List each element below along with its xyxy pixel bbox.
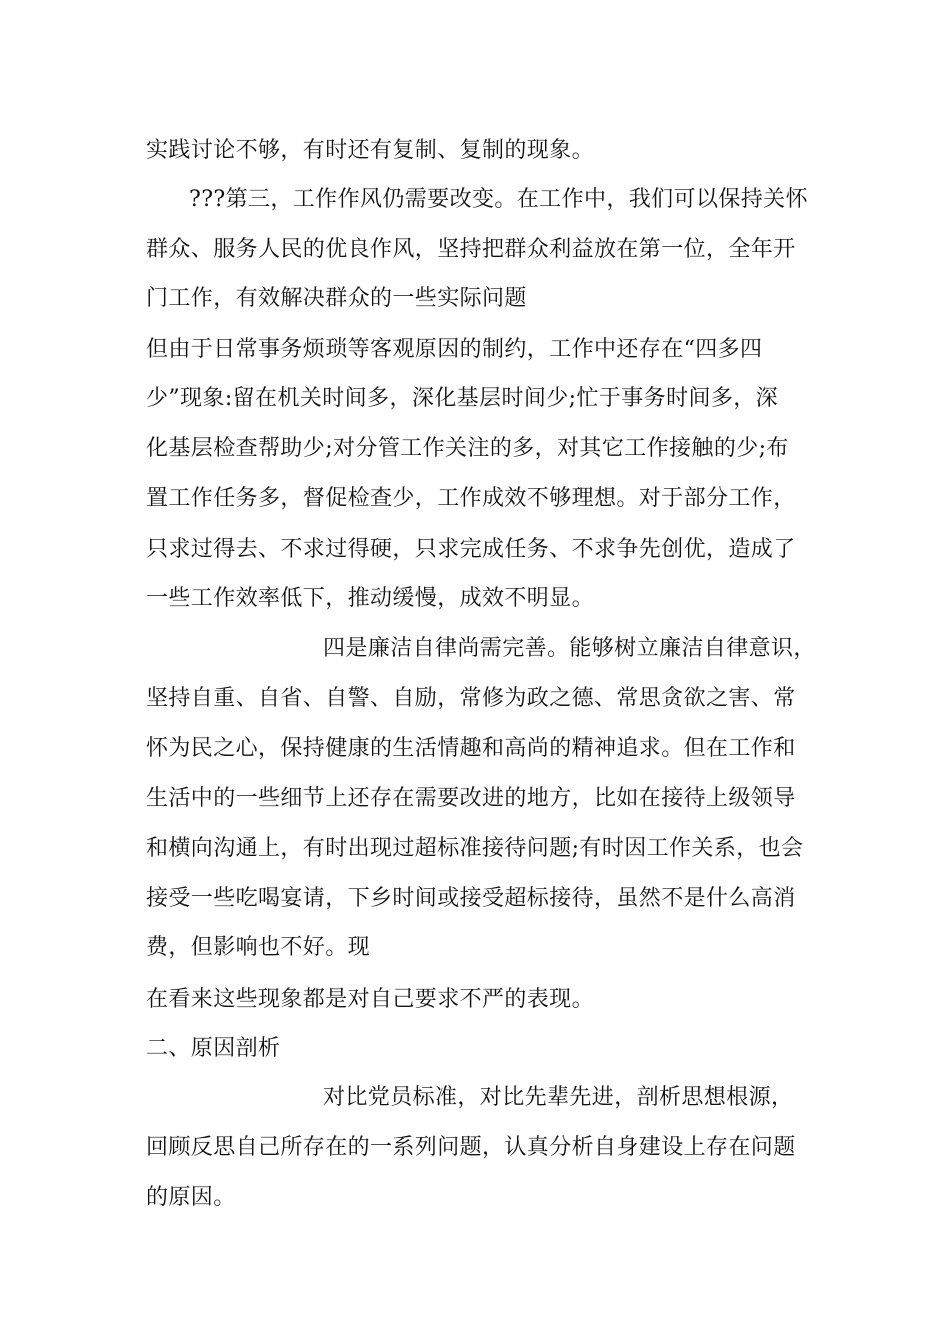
text-line: 但由于日常事务烦琐等客观原因的制约，工作中还存在“四多四 [146, 337, 763, 362]
text-line: 少”现象:留在机关时间多，深化基层时间少;忙于事务时间多，深 [146, 386, 779, 411]
text-line: 和横向沟通上，有时出现过超标准接待问题;有时因工作关系，也会 [146, 836, 804, 861]
text-line: 坚持自重、自省、自警、自励，常修为政之德、常思贪欲之害、常 [146, 686, 796, 711]
text-line: 接受一些吃喝宴请，下乡时间或接受超标接待，虽然不是什么高消 [146, 886, 796, 911]
text-line: 实践讨论不够，有时还有复制、复制的现象。 [146, 138, 595, 163]
text-line: 置工作任务多，督促检查少，工作成效不够理想。对于部分工作， [146, 486, 796, 511]
section-heading: 二、原因剖析 [146, 1036, 281, 1061]
text-line: 四是廉洁自律尚需完善。能够树立廉洁自律意识， [323, 636, 816, 661]
text-line: 只求过得去、不求过得硬，只求完成任务、不求争先创优，造成了 [146, 537, 796, 562]
text-line: 门工作，有效解决群众的一些实际问题 [146, 286, 527, 311]
text-line: 生活中的一些细节上还存在需要改进的地方，比如在接待上级领导 [146, 786, 796, 811]
text-line: 回顾反思自己所存在的一系列问题，认真分析自身建设上存在问题 [146, 1135, 796, 1160]
text-line: 一些工作效率低下，推动缓慢，成效不明显。 [146, 586, 595, 611]
text-line: 怀为民之心，保持健康的生活情趣和高尚的精神追求。但在工作和 [146, 736, 796, 761]
text-line: 的原因。 [146, 1185, 236, 1210]
text-line: 在看来这些现象都是对自己要求不严的表现。 [146, 987, 595, 1012]
text-line: ???第三，工作作风仍需要改变。在工作中，我们可以保持关怀 [189, 187, 808, 212]
text-line: 对比党员标准，对比先辈先进，剖析思想根源， [323, 1085, 794, 1110]
text-line: 化基层检查帮助少;对分管工作关注的多，对其它工作接触的少;布 [146, 436, 789, 461]
text-line: 费，但影响也不好。现 [146, 935, 371, 960]
text-line: 群众、服务人民的优良作风，坚持把群众利益放在第一位，全年开 [146, 237, 796, 262]
